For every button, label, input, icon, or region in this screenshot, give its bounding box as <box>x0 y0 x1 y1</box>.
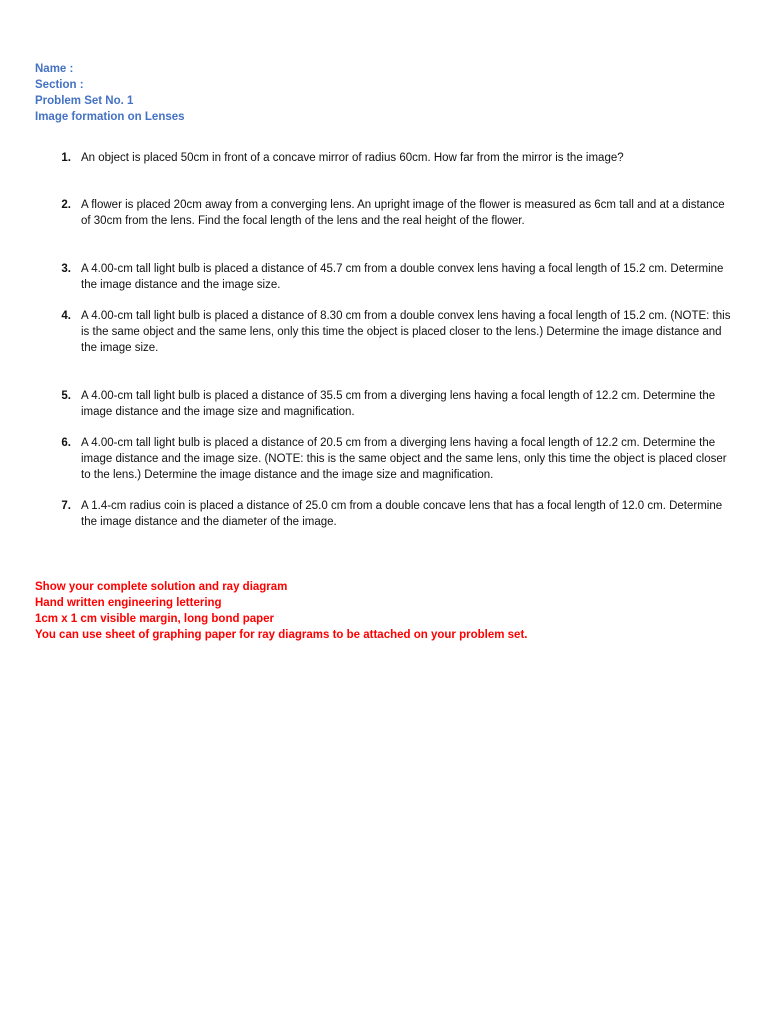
problem-text: A 4.00-cm tall light bulb is placed a distance of 8.30 cm from a double convex lens having a focal length of 15.2 cm. (NOTE: this is the same object and the same lens, only this time the object is placed closer to the lens.) Determine the image distance and the image size. <box>81 310 731 354</box>
instruction-line: Hand written engineering lettering <box>35 597 222 609</box>
problem-number: 3. <box>61 263 71 275</box>
instructions-block <box>35 579 735 643</box>
problem-number: 1. <box>61 152 71 164</box>
section-label: Section : <box>35 79 84 91</box>
problem-number: 2. <box>61 199 71 211</box>
instruction-line: 1cm x 1 cm visible margin, long bond paper <box>35 613 275 625</box>
problem-set-title: Problem Set No. 1 <box>35 95 134 107</box>
document-header <box>35 61 435 125</box>
problem-text: A 4.00-cm tall light bulb is placed a distance of 20.5 cm from a diverging lens having a focal length of 12.2 cm. Determine the image distance and the image size. (NOTE: this is the same object and the same lens, only this time the object is placed closer to the lens.) Determine the image distance and the image size and magnification. <box>81 437 727 481</box>
problem-text: An object is placed 50cm in front of a concave mirror of radius 60cm. How far from the mirror is the image? <box>81 152 624 164</box>
instruction-line: You can use sheet of graphing paper for ray diagrams to be attached on your problem set. <box>35 629 528 641</box>
problem-number: 5. <box>61 390 71 402</box>
instruction-line: Show your complete solution and ray diagram <box>35 581 288 593</box>
problem-text: A 1.4-cm radius coin is placed a distance of 25.0 cm from a double concave lens that has a focal length of 12.0 cm. Determine the image distance and the diameter of the image. <box>81 500 723 528</box>
problem-text: A 4.00-cm tall light bulb is placed a distance of 35.5 cm from a diverging lens having a focal length of 12.2 cm. Determine the image distance and the image size and magnification. <box>81 390 716 418</box>
problem-text: A 4.00-cm tall light bulb is placed a distance of 45.7 cm from a double convex lens having a focal length of 15.2 cm. Determine the image distance and the image size. <box>81 263 724 291</box>
problem-number: 7. <box>61 500 71 512</box>
problem-number: 6. <box>61 437 71 449</box>
name-label: Name : <box>35 63 74 75</box>
problem-number: 4. <box>61 310 71 322</box>
problem-text: A flower is placed 20cm away from a converging lens. An upright image of the flower is measured as 6cm tall and at a distance of 30cm from the lens. Find the focal length of the lens and the real height of the flower. <box>81 199 725 227</box>
topic-title: Image formation on Lenses <box>35 111 185 123</box>
